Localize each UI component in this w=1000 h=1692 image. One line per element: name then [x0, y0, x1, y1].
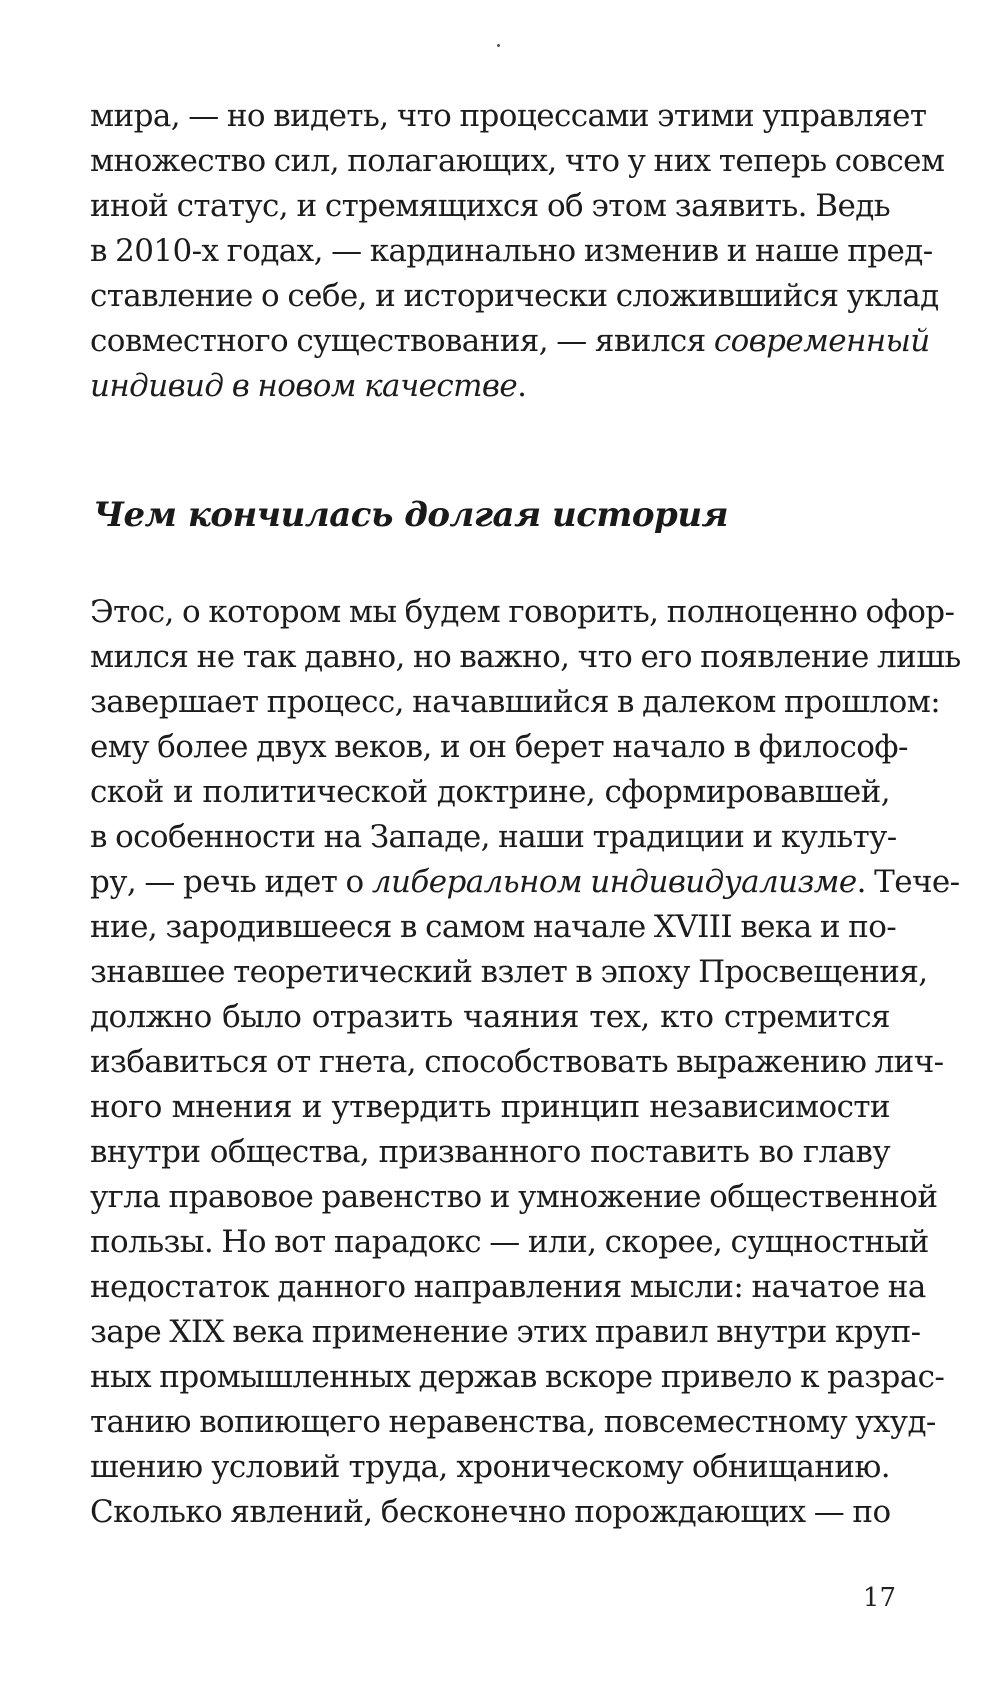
- paragraph-2: [90, 590, 961, 1535]
- italic-emphasis: современный: [713, 323, 930, 359]
- italic-emphasis: либеральном индивидуализме: [371, 864, 857, 900]
- print-speck: [497, 44, 500, 47]
- section-heading: Чем кончилась долгая история: [93, 495, 729, 535]
- paragraph-1: [90, 94, 945, 409]
- text-line: угла правовое равенство и умножение общественной: [90, 1179, 938, 1215]
- text-line: шению условий труда, хроническому обнищанию.: [90, 1449, 890, 1485]
- text-line: в 2010-х годах, — кардинально изменив и наше пред-: [90, 233, 933, 269]
- text-line: внутри общества, призванного поставить во главу: [90, 1134, 890, 1170]
- text-line: завершает процесс, начавшийся в далеком прошлом:: [90, 684, 941, 720]
- text-line: индивид в новом качестве.: [90, 368, 527, 404]
- page-number: 17: [862, 1583, 896, 1613]
- text-line: мился не так давно, но важно, что его появление лишь: [90, 639, 961, 675]
- text-line: совместного существования, — явился современный: [90, 323, 930, 359]
- text-line: Этос, о котором мы будем говорить, полноценно офор-: [90, 594, 955, 630]
- text-line: танию вопиющего неравенства, повсеместному ухуд-: [90, 1404, 936, 1440]
- text-line: пользы. Но вот парадокс — или, скорее, сущностный: [90, 1224, 929, 1260]
- italic-emphasis: индивид в новом качестве: [90, 368, 518, 404]
- text-line: ставление о себе, и исторически сложившийся уклад: [90, 278, 939, 314]
- text-line: мира, — но видеть, что процессами этими управляет: [90, 98, 927, 134]
- text-line: ного мнения и утвердить принцип независимости: [90, 1089, 890, 1125]
- text-line: избавиться от гнета, способствовать выражению лич-: [90, 1044, 944, 1080]
- text-line: ему более двух веков, и он берет начало в философ-: [90, 729, 908, 765]
- text-line: ской и политической доктрине, сформировавшей,: [90, 774, 890, 810]
- text-line: заре XIX века применение этих правил внутри круп-: [90, 1314, 921, 1350]
- text-line: недостаток данного направления мысли: начатое на: [90, 1269, 926, 1305]
- text-line: Сколько явлений, бесконечно порождающих — по: [90, 1494, 891, 1530]
- text-line: ных промышленных держав вскоре привело к разрас-: [90, 1359, 945, 1395]
- text-line: знавшее теоретический взлет в эпоху Просвещения,: [90, 954, 928, 990]
- text-line: в особенности на Западе, наши традиции и культу-: [90, 819, 897, 855]
- text-line: должно было отразить чаяния тех, кто стремится: [90, 999, 890, 1035]
- text-line: ру, — речь идет о либеральном индивидуализме. Тече-: [90, 864, 960, 900]
- text-line: множество сил, полагающих, что у них теперь совсем: [90, 143, 945, 179]
- text-line: ние, зародившееся в самом начале XVIII века и по-: [90, 909, 897, 945]
- text-line: иной статус, и стремящихся об этом заявить. Ведь: [90, 188, 890, 224]
